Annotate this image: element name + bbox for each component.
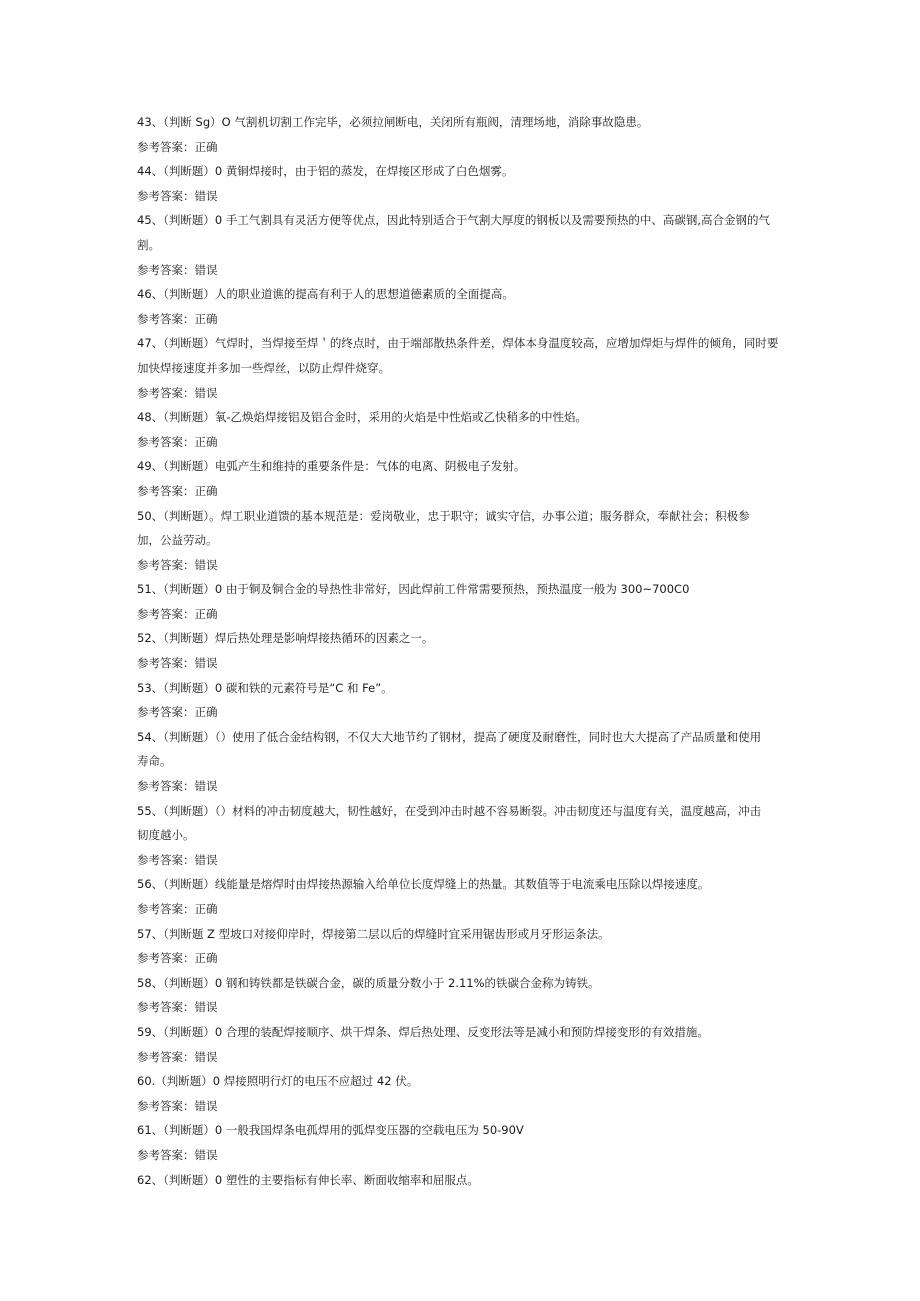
answer-52: 参考答案：错误 [137,656,218,671]
question-56: 56、（判断题）线能量是熔焊时由焊接热源输入给单位长度焊缝上的热量。其数值等于电流乘电压除以焊接速度。 [137,877,710,892]
question-54: 54、（判断题）（）使用了低合金结构钢，不仅大大地节约了钢材，提高了硬度及耐磨性，同时也大大提高了产品质量和使用 [137,729,762,744]
answer-56: 参考答案：正确 [137,902,218,916]
question-62: 62、（判断题）0 塑性的主要指标有伸长率、断面收缩率和屈服点。 [137,1172,479,1187]
answer-55: 参考答案：错误 [137,852,218,867]
question-45-cont: 割。 [137,237,160,252]
question-55-cont: 韧度越小。 [137,828,195,843]
answer-54: 参考答案：错误 [137,779,218,794]
answer-44: 参考答案：错误 [137,188,218,203]
answer-53: 参考答案：正确 [137,705,218,720]
question-52: 52、（判断题）焊后热处理是影响焊接热循环的因素之一。 [137,631,434,646]
question-53: 53、（判断题）0 碳和铁的元素符号是“C 和 Fe”。 [137,680,393,695]
question-61: 61、（判断题）0 一般我国焊条电孤焊用的弧焊变压器的空载电压为 50-90V [137,1123,524,1138]
answer-57: 参考答案：正确 [137,951,218,966]
answer-43: 参考答案：正确 [137,139,218,154]
answer-49: 参考答案：正确 [137,483,218,498]
question-list [137,110,787,1192]
question-43: 43、（判断 Sg）O 气割机切割工作完毕，必须拉闸断电，关闭所有瓶阀，清理场地，消除事故隐患。 [137,115,649,129]
question-50-cont: 加，公益劳动。 [137,533,218,548]
question-50: 50、（判断题）。焊工职业道馈的基本规范是：爱岗敬业，忠于职守；诚实守信，办事公道；服务群众，奉献社会；积极参 [137,508,750,523]
answer-59: 参考答案：错误 [137,1049,218,1064]
question-44: 44、（判断题）0 黄铜焊接时，由于铝的蒸发，在焊接区形成了白色烟雾。 [137,164,514,179]
question-57: 57、（判断题 Z 型坡口对接仰岸时，焊接第二层以后的焊缝时宜采用锯齿形或月牙形运条法。 [137,926,610,941]
question-48: 48、（判断题）氧-乙焕焰焊接铝及铝合金时，采用的火焰是中性焰或乙快稍多的中性焰。 [137,410,588,425]
answer-45: 参考答案：错误 [137,262,218,277]
question-46: 46、（判断题）人的职业道谯的提高有利于人的思想道德素质的全面提高。 [137,287,514,302]
question-45: 45、（判断题）0 手工气割具有灵活方便等优点，因此特别适合于气割大厚度的钢板以及需要预热的中、高碳钢,高合金钢的气 [137,213,771,228]
answer-50: 参考答案：错误 [137,557,218,572]
question-47-cont: 加快焊接速度并多加一些焊丝，以防止焊件烧穿。 [137,360,390,375]
question-60: 60.（判断题）0 焊接照明行灯的电压不应超过 42 伏。 [137,1074,419,1089]
answer-47: 参考答案：错误 [137,385,218,400]
answer-58: 参考答案：错误 [137,1000,218,1015]
question-51: 51、（判断题）0 由于铜及铜合金的导热性非常好，因此焊前工件常需要预热，预热温度一般为 300~700C0 [137,582,690,597]
answer-46: 参考答案：正确 [137,311,218,326]
answer-48: 参考答案：正确 [137,434,218,449]
question-58: 58、（判断题）0 钢和铸铁都是铁碳合金，碳的质量分数小于 2.11%的铁碳合金称为铸铁。 [137,975,600,990]
answer-60: 参考答案：错误 [137,1098,218,1113]
question-59: 59、（判断题）0 合理的装配焊接顺序、烘干焊条、焊后热处理、反变形法等是减小和预防焊接变形的有效措施。 [137,1024,709,1039]
question-55: 55、（判断题）（）材料的冲击韧度越大，韧性越好，在受到冲击时越不容易断裂。冲击韧度还与温度有关，温度越高，冲击 [137,803,762,818]
question-49: 49、（判断题）电弧产生和维持的重要条件是：气体的电离、阴极电子发射。 [137,459,526,474]
question-54-cont: 寿命。 [137,754,172,769]
answer-51: 参考答案：正确 [137,606,218,621]
answer-61: 参考答案：错误 [137,1147,218,1162]
question-47: 47、（判断题）气焊时，当焊接至焊＇的终点时，由于端部散热条件差，焊体本身温度较高，应增加焊炬与焊件的倾角，同时要 [137,336,779,351]
